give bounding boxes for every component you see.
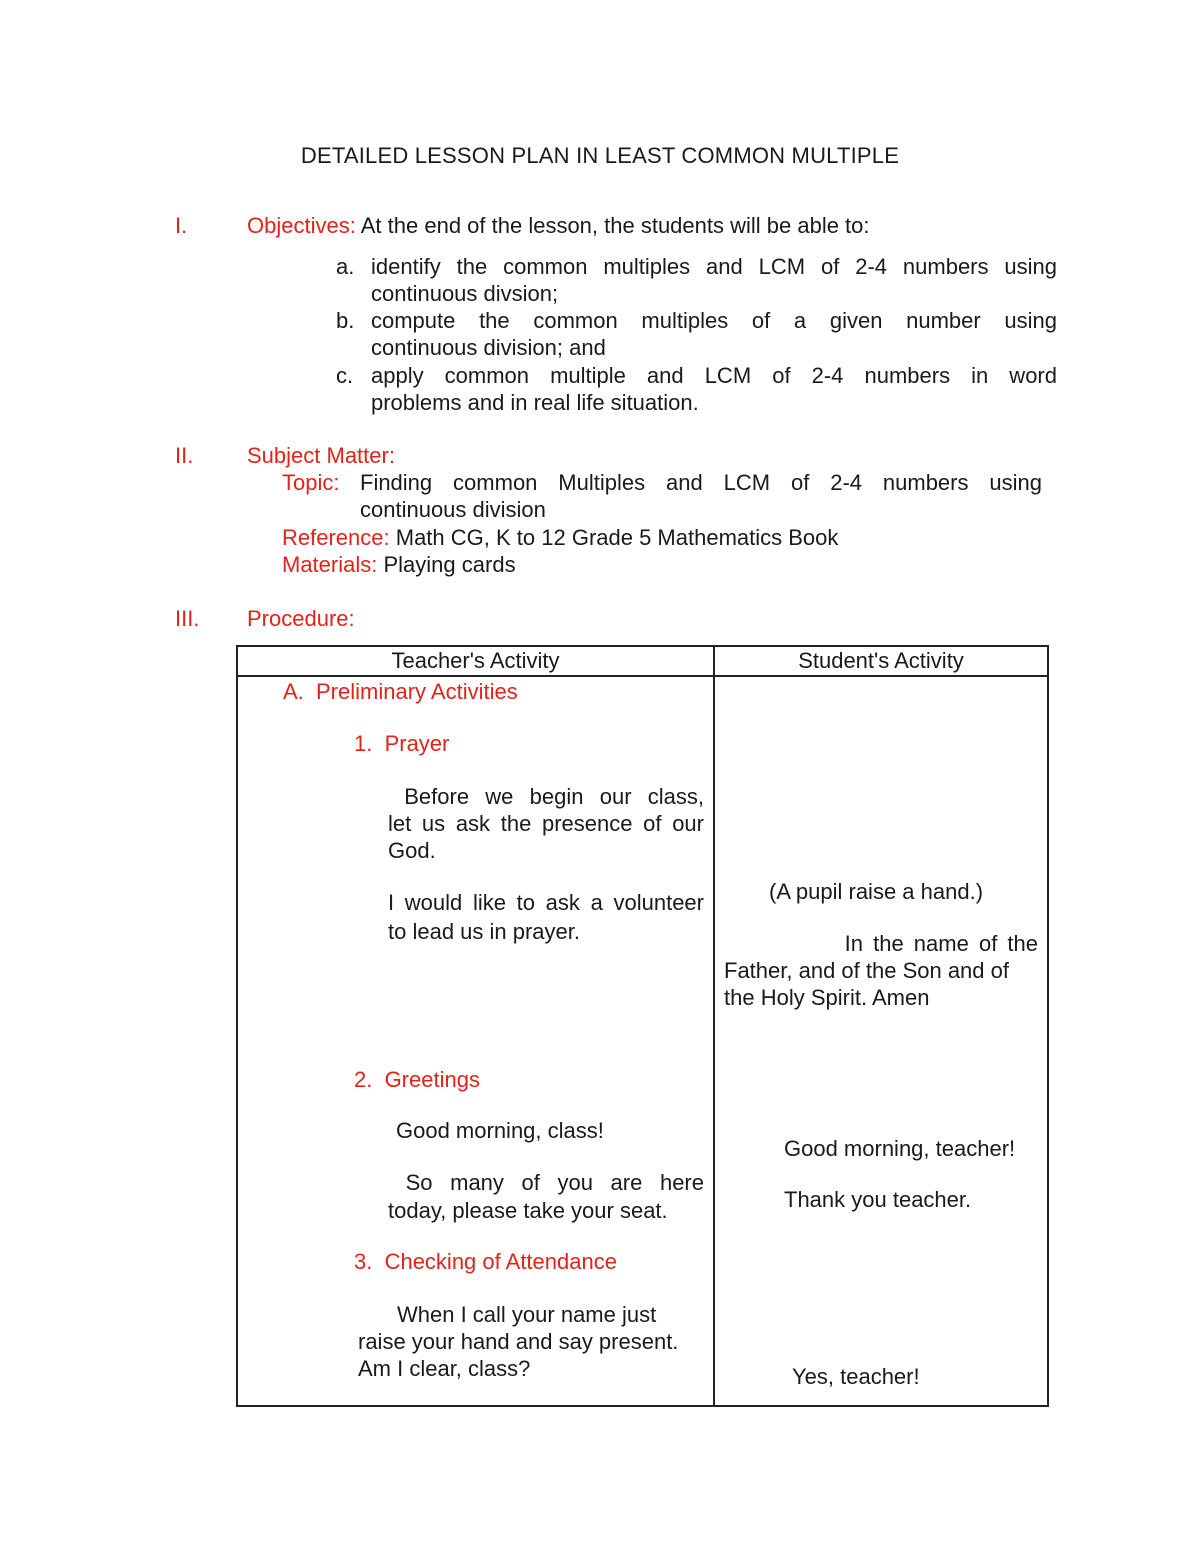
volunteer-text-line: I would like to ask a volunteer — [388, 890, 704, 915]
subject-matter-heading: Subject Matter: — [247, 443, 395, 468]
prayer-heading: 1. Prayer — [354, 731, 450, 756]
materials-label: Materials — [282, 552, 372, 577]
attendance-text — [358, 1301, 708, 1382]
objectives-intro: At the end of the lesson, the students will be able to: — [360, 213, 870, 238]
prayer-text — [388, 783, 704, 864]
prayer-text-line: let us ask the presence of our — [388, 811, 704, 836]
teacher-activity-cell — [237, 676, 714, 1406]
thanks-text: Thank you teacher. — [784, 1187, 972, 1212]
procedure-numeral: III. — [175, 606, 200, 631]
prayer-text-line: Before we begin our class, — [388, 784, 704, 809]
student-prayer-line: Father, and of the Son and of — [724, 958, 1009, 983]
seat-text-line: today, please take your seat. — [388, 1198, 668, 1223]
subject-matter-numeral: II. — [175, 443, 194, 468]
student-prayer-text — [724, 930, 1038, 1011]
table-header-row — [237, 646, 1048, 676]
objective-line: continuous divsion; — [371, 281, 559, 306]
objective-item — [371, 254, 1057, 307]
objective-line: apply common multiple and LCM of 2-4 numbers in word — [371, 363, 1057, 388]
materials-value: Playing cards — [383, 552, 516, 577]
table-body-row — [237, 676, 1048, 1406]
seat-text — [388, 1169, 704, 1225]
seat-text-line: So many of you are here — [388, 1170, 704, 1195]
student-activity-cell — [714, 676, 1048, 1406]
yes-teacher-text: Yes, teacher! — [792, 1364, 920, 1389]
objective-line: compute the common multiples of a given number using — [371, 308, 1057, 333]
topic-value — [360, 470, 1042, 523]
objective-line: problems and in real life situation. — [371, 390, 699, 415]
objectives-heading — [247, 213, 870, 239]
raise-hand-text: (A pupil raise a hand.) — [769, 879, 984, 904]
greetings-heading: 2. Greetings — [354, 1067, 480, 1092]
procedure-table — [236, 645, 1049, 1407]
objective-line: identify the common multiples and LCM of 2-4 numbers using — [371, 254, 1057, 279]
attendance-text-line: raise your hand and say present. — [358, 1329, 679, 1354]
reference-label: Reference: — [282, 525, 390, 550]
objective-line: continuous division; and — [371, 335, 606, 360]
topic-line: continuous division — [360, 497, 546, 522]
topic-label: Topic: — [282, 470, 340, 495]
attendance-heading: 3. Checking of Attendance — [354, 1249, 617, 1274]
volunteer-text — [388, 888, 704, 946]
preliminary-activities-heading: A. Preliminary Activities — [283, 679, 518, 704]
reference-row — [282, 525, 838, 551]
student-prayer-line: In the name of the — [844, 931, 1038, 956]
materials-separator: : — [371, 552, 378, 577]
objectives-separator: : — [349, 213, 356, 238]
volunteer-text-line: to lead us in prayer. — [388, 919, 581, 944]
prayer-text-line: God. — [388, 838, 436, 863]
greet-reply-text: Good morning, teacher! — [784, 1136, 1016, 1161]
objective-marker: b. — [336, 308, 355, 333]
objective-marker: c. — [336, 363, 354, 388]
student-activity-header: Student's Activity — [714, 646, 1048, 676]
teacher-activity-header: Teacher's Activity — [237, 646, 714, 676]
attendance-text-line: Am I clear, class? — [358, 1356, 531, 1381]
attendance-text-line: When I call your name just — [397, 1302, 657, 1327]
student-prayer-line: the Holy Spirit. Amen — [724, 985, 930, 1010]
topic-line: Finding common Multiples and LCM of 2-4 numbers using — [360, 470, 1042, 495]
page-title: DETAILED LESSON PLAN IN LEAST COMMON MULTIPLE — [300, 143, 900, 168]
greetings-text: Good morning, class! — [396, 1118, 604, 1143]
objectives-label: Objectives — [247, 213, 350, 238]
objectives-numeral: I. — [175, 213, 188, 238]
materials-row — [282, 552, 516, 578]
reference-value: Math CG, K to 12 Grade 5 Mathematics Book — [395, 525, 839, 550]
objective-marker: a. — [336, 254, 355, 279]
objective-item — [371, 363, 1057, 416]
procedure-heading: Procedure: — [247, 606, 355, 631]
objective-item — [371, 308, 1057, 361]
